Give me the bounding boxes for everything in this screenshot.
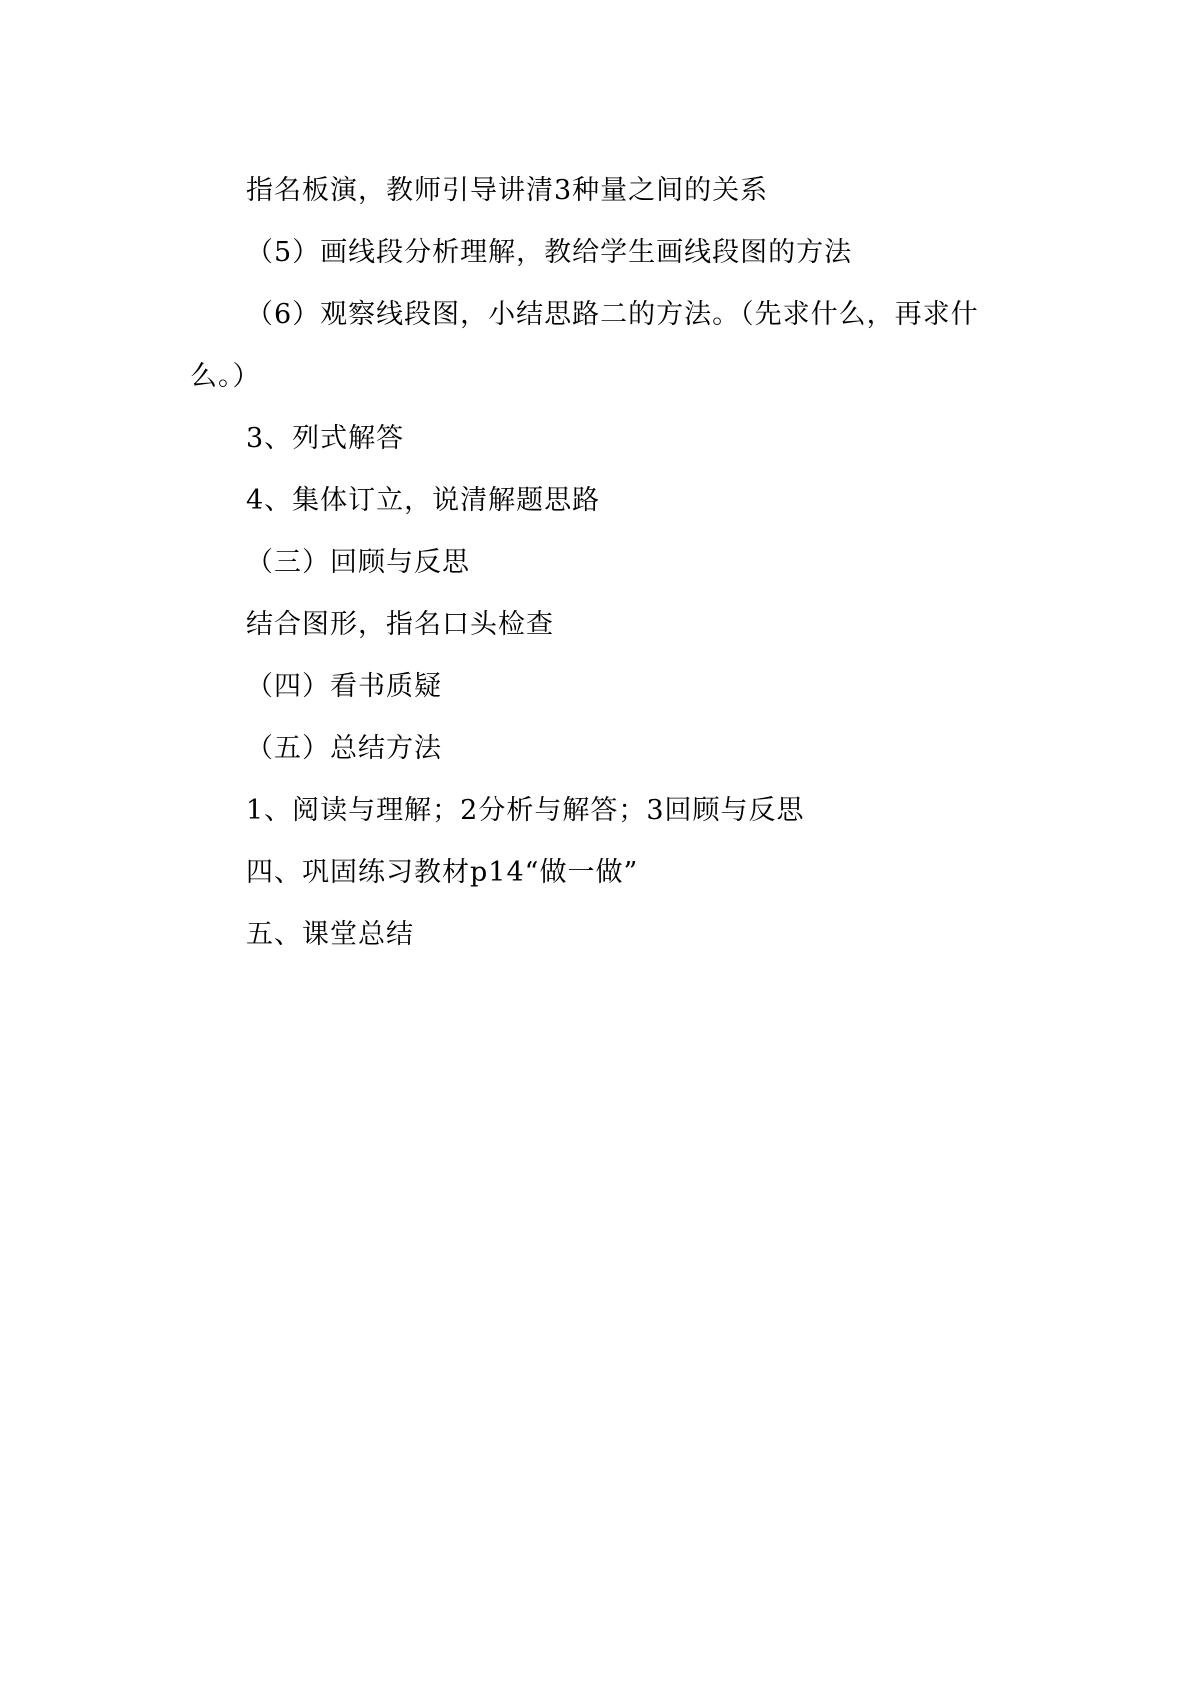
section-heading-summary-method: （五）总结方法	[246, 733, 442, 764]
section-heading-class-summary: 五、课堂总结	[246, 919, 414, 950]
section-heading-reading: （四）看书质疑	[246, 671, 442, 702]
text-line-review-detail: 结合图形，指名口头检查	[246, 609, 554, 640]
section-heading-practice: 四、巩固练习教材p14“做一做”	[246, 857, 639, 888]
text-line-summary-steps: 1、阅读与理解；2分析与解答；3回顾与反思	[246, 795, 805, 826]
text-line-instruction: 指名板演，教师引导讲清3种量之间的关系	[246, 175, 769, 206]
section-heading-review: （三）回顾与反思	[246, 547, 470, 578]
text-line-step-6-continued: 么。）	[190, 361, 261, 392]
text-line-step-5: （5）画线段分析理解，教给学生画线段图的方法	[246, 237, 853, 268]
text-line-step-6: （6）观察线段图，小结思路二的方法。（先求什么，再求什	[246, 299, 979, 330]
text-line-item-4: 4、集体订立，说清解题思路	[246, 485, 601, 516]
text-line-item-3: 3、列式解答	[246, 423, 405, 454]
